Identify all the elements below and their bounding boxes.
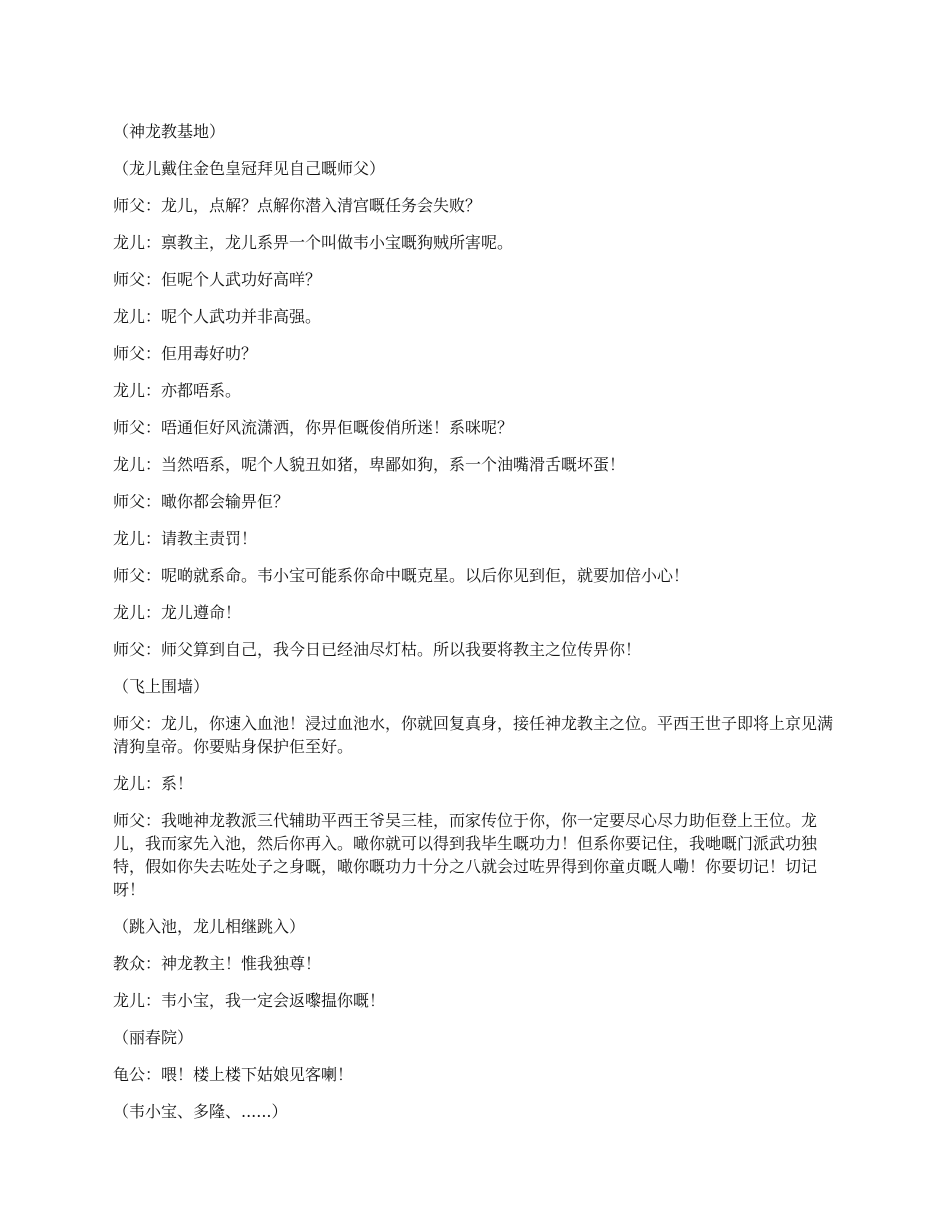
dialogue-line: 师父：龙儿，点解？点解你潜入清宫嘅任务会失败？ [113, 196, 482, 215]
dialogue-line: 龙儿：当然唔系，呢个人貌丑如猪，卑鄙如狗，系一个油嘴滑舌嘅坏蛋！ [113, 455, 626, 474]
stage-direction: （跳入池，龙儿相继跳入） [113, 917, 306, 936]
dialogue-line: 师父：噉你都会输畀佢？ [113, 492, 290, 511]
dialogue-line: 龙儿：亦都唔系。 [113, 381, 242, 400]
dialogue-line: 龙儿：韦小宝，我一定会返嚟揾你嘅！ [113, 991, 386, 1010]
stage-direction: （神龙教基地） [113, 122, 226, 141]
dialogue-line: 龙儿：请教主责罚！ [113, 529, 258, 548]
dialogue-line: 师父：龙儿，你速入血池！浸过血池水，你就回复真身，接任神龙教主之位。平西王世子即将上京见满清狗皇帝。你要贴身保护佢至好。 [113, 714, 834, 756]
dialogue-line: 龙儿：呢个人武功并非高强。 [113, 307, 322, 326]
dialogue-line: 师父：佢呢个人武功好高咩？ [113, 270, 322, 289]
stage-direction: （丽春院） [113, 1028, 194, 1047]
dialogue-line: 师父：呢啲就系命。韦小宝可能系你命中嘅克星。以后你见到佢，就要加倍小心！ [113, 566, 690, 585]
dialogue-line: 龙儿：龙儿遵命！ [113, 603, 242, 622]
dialogue-line: 龟公：喂！楼上楼下姑娘见客喇！ [113, 1065, 354, 1084]
stage-direction: （韦小宝、多隆、......） [113, 1102, 288, 1121]
dialogue-line: 师父：我哋神龙教派三代辅助平西王爷吴三桂，而家传位于你，你一定要尽心尽力助佢登上王位。龙儿，我而家先入池，然后你再入。噉你就可以得到我毕生嘅功力！但系你要记住，我哋嘅门派武功独特，假如你失去咗处子之身嘅，噉你嘅功力十分之八就会过咗畀得到你童贞嘅人嘞！你要切记！切记呀！ [113, 811, 818, 899]
dialogue-line: 教众：神龙教主！惟我独尊！ [113, 954, 322, 973]
dialogue-line: 师父：师父算到自己，我今日已经油尽灯枯。所以我要将教主之位传畀你！ [113, 640, 642, 659]
dialogue-line: 师父：唔通佢好风流潇洒，你畀佢嘅俊俏所迷！系咪呢？ [113, 418, 514, 437]
script-text-body [113, 120, 840, 1137]
dialogue-line: 龙儿：系！ [113, 774, 194, 793]
stage-direction: （龙儿戴住金色皇冠拜见自己嘅师父） [113, 159, 386, 178]
stage-direction: （飞上围墙） [113, 677, 210, 696]
dialogue-line: 师父：佢用毒好叻？ [113, 344, 258, 363]
dialogue-line: 龙儿：禀教主，龙儿系畀一个叫做韦小宝嘅狗贼所害呢。 [113, 233, 514, 252]
